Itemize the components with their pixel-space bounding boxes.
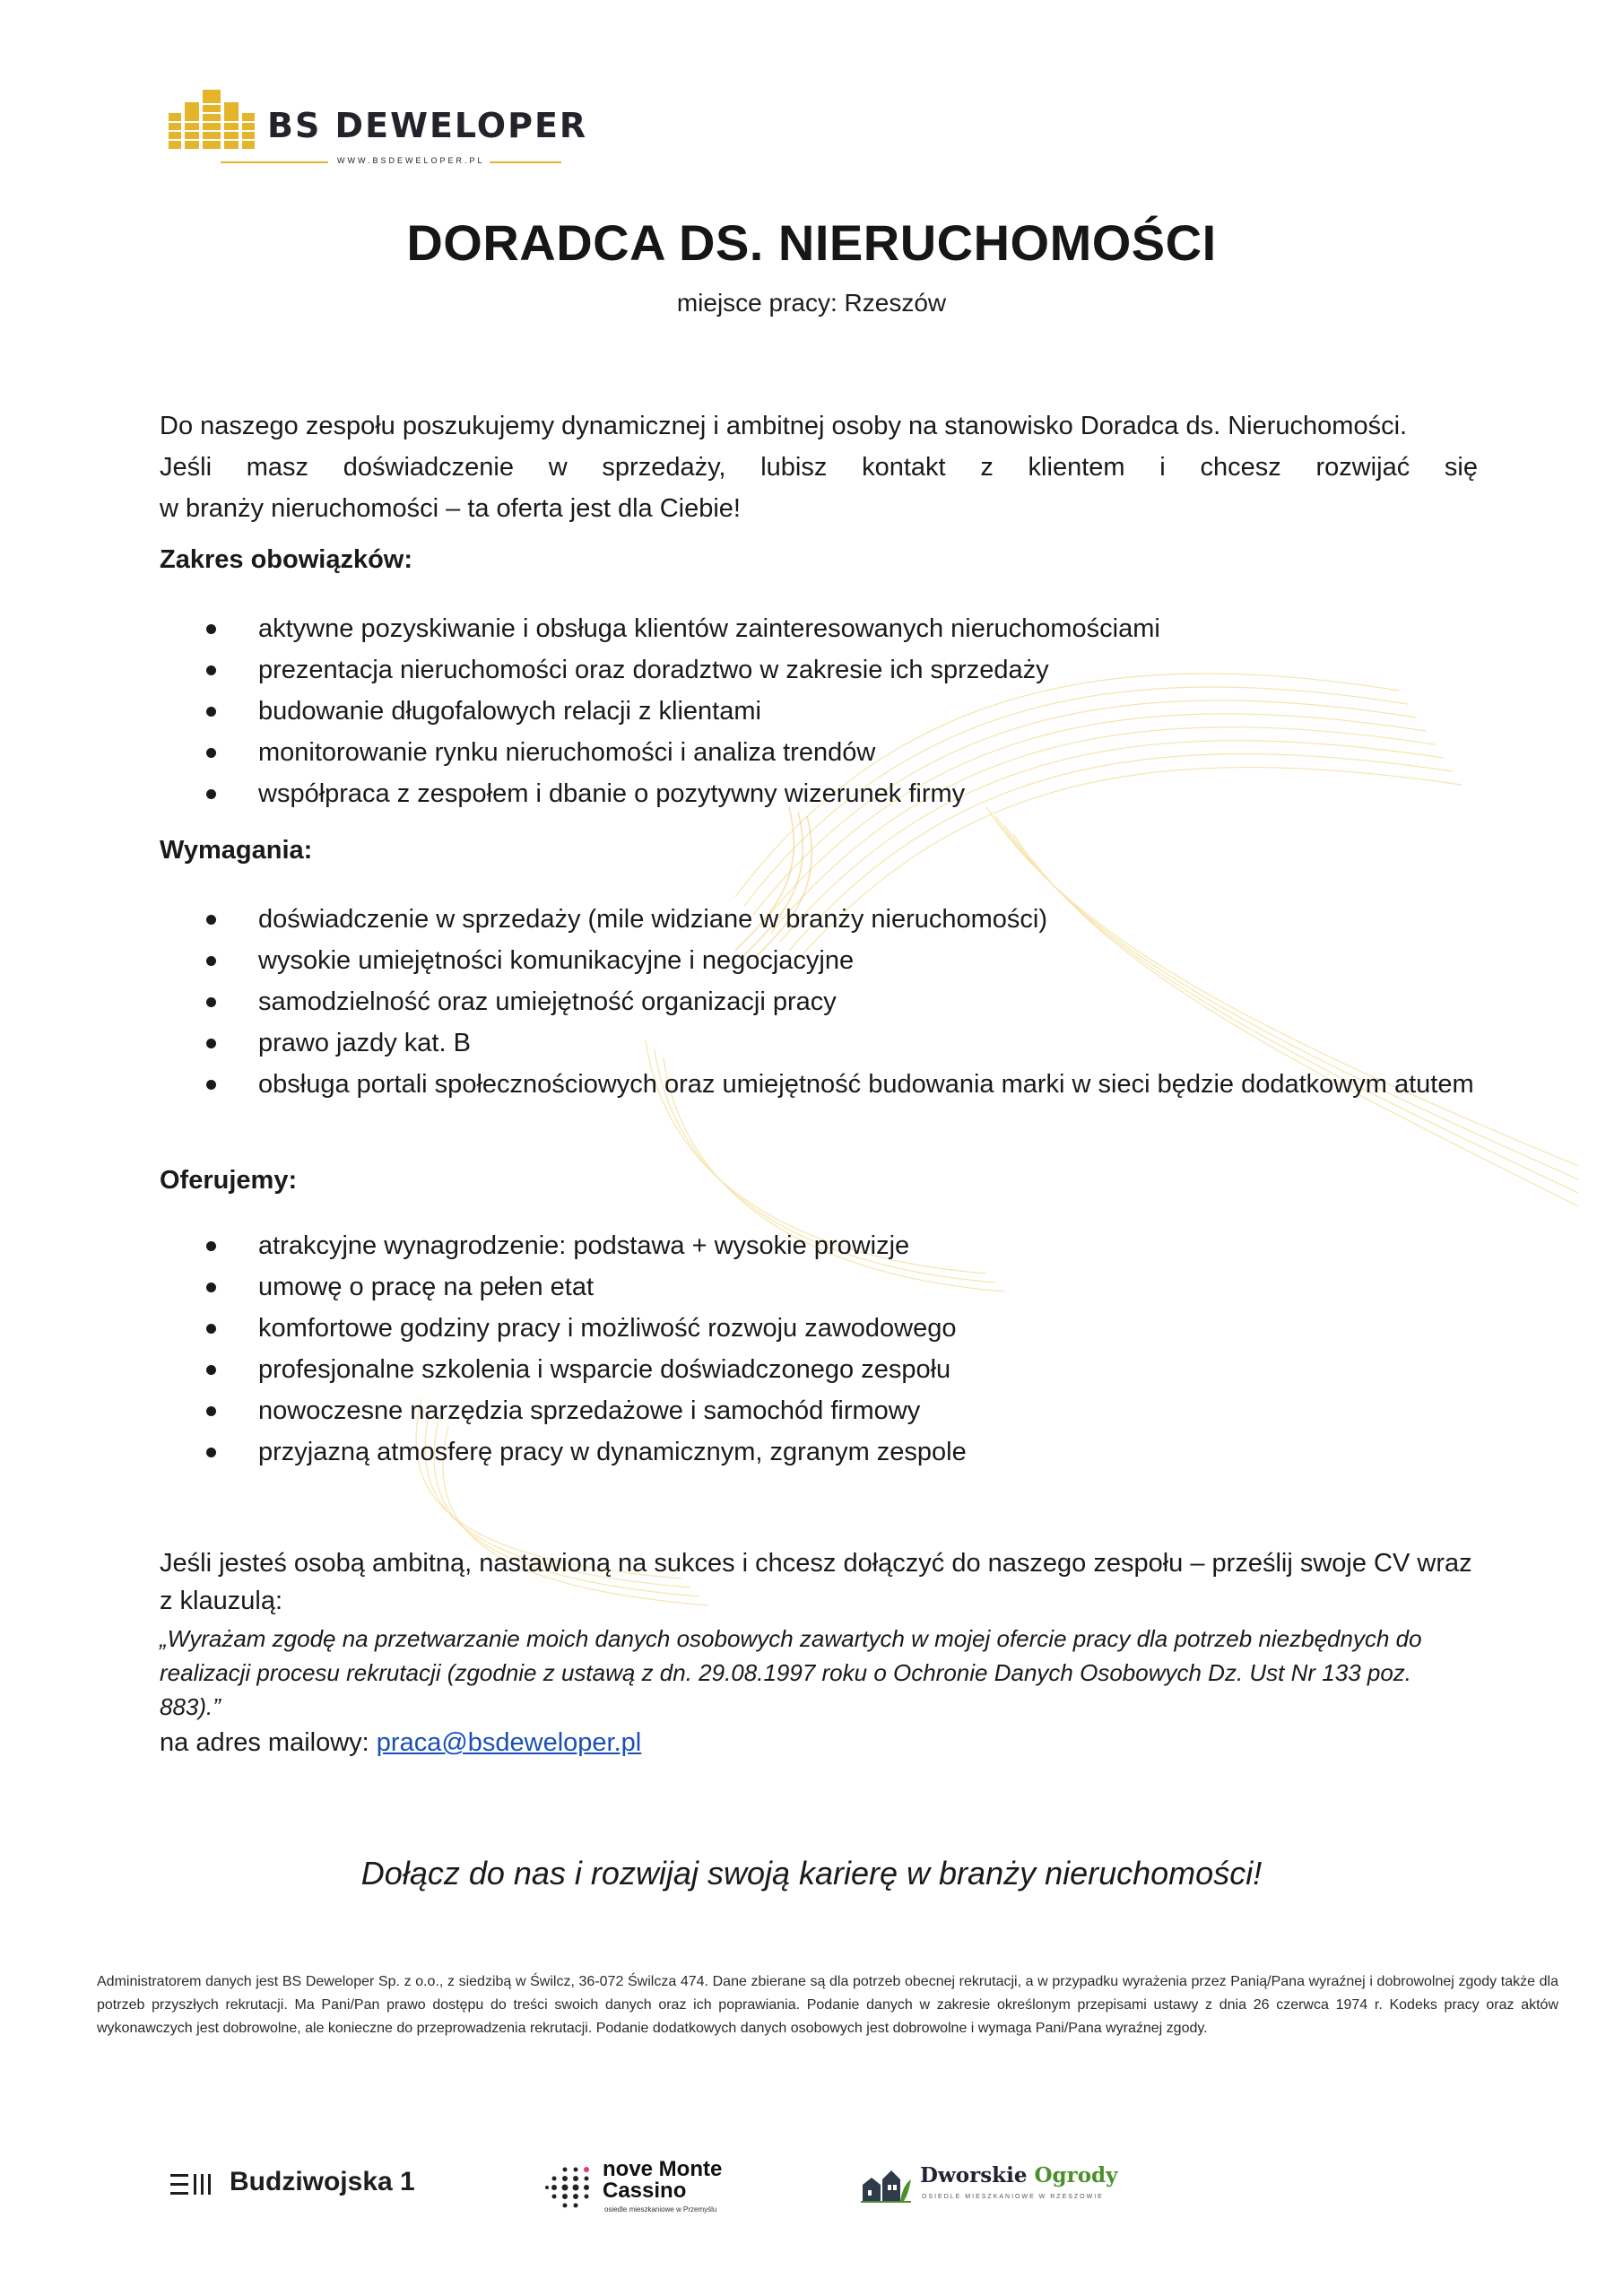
nove-monte-cassino-logo <box>542 2157 757 2220</box>
bullet-icon <box>206 1039 216 1048</box>
gdpr-notice: Administratorem danych jest BS Deweloper Sp. z o.o., z siedzibą w Świlcz, 36-072 Świlcza 474. Dane zbierane są dla potrzeb obecnej rekrutacji, a w przypadku wyrażenia przez Panią/Pana wyraźnej i dobrowolnej zgody także dla potrzeb przyszłych rekrutacji. Ma Pani/Pan prawo dostępu do treści swoich danych oraz ich poprawiania. Podanie danych w zakresie określonym przepisami ustawy z dnia 26 czerwca 1974 r. Kodeks pracy oraz aktów wykonawczych jest dobrowolne, ale konieczne do przeprowadzenia rekrutacji. Podanie dodatkowych danych osobowych jest dobrowolne i wymaga Pani/Pana wyraźnej zgody. <box>97 1974 1558 2036</box>
slogan: Dołącz do nas i rozwijaj swoją karierę w branży nieruchomości! <box>360 1855 1263 1892</box>
bullet-icon <box>206 1365 216 1375</box>
bullet-icon <box>206 1080 216 1090</box>
budziwojska-icon <box>170 2170 221 2199</box>
list-item: monitorowanie rynku nieruchomości i analiza trendów <box>160 732 1487 773</box>
bullet-icon <box>206 1406 216 1416</box>
list-item: doświadczenie w sprzedaży (mile widziane w branży nieruchomości) <box>160 899 1487 940</box>
logo-rule-left <box>221 161 328 163</box>
intro-line: Jeśli masz doświadczenie w sprzedaży, lubisz kontakt z klientem i chcesz rozwijać się <box>160 453 1478 482</box>
list-item: profesjonalne szkolenia i wsparcie doświadczonego zespołu <box>160 1349 1487 1390</box>
bullet-icon <box>206 1241 216 1251</box>
list-item: prawo jazdy kat. B <box>160 1022 1487 1064</box>
email-label: na adres mailowy: <box>160 1728 377 1757</box>
work-location: miejsce pracy: Rzeszów <box>676 289 947 317</box>
dots-grid-icon <box>542 2164 595 2209</box>
bullet-icon <box>206 748 216 758</box>
bullet-icon <box>206 665 216 675</box>
intro-line: w branży nieruchomości – ta oferta jest dla Ciebie! <box>160 494 741 523</box>
logo-rule-right <box>490 161 561 163</box>
company-logo <box>167 86 588 176</box>
list-item: atrakcyjne wynagrodzenie: podstawa + wysokie prowizje <box>160 1225 1487 1266</box>
bullet-icon <box>206 997 216 1007</box>
email-link[interactable]: praca@bsdeweloper.pl <box>376 1728 642 1757</box>
offer-heading: Oferujemy: <box>160 1166 298 1195</box>
nove-monte-cassino-tagline: osiedle mieszkaniowe w Przemyślu <box>604 2205 717 2213</box>
list-item: wysokie umiejętności komunikacyjne i negocjacyjne <box>160 940 1487 981</box>
consent-clause: „Wyrażam zgodę na przetwarzanie moich danych osobowych zawartych w mojej ofercie pracy dla potrzeb niezbędnych do realizacji procesu rekrutacji (zgodnie z ustawą z dn. 29.08.1997 roku o Ochronie Danych Osobowych Dz. Ust Nr 133 poz. 883).” <box>160 1625 1422 1720</box>
list-item: aktywne pozyskiwanie i obsługa klientów zainteresowanych nieruchomościami <box>160 608 1487 649</box>
duties-heading: Zakres obowiązków: <box>160 545 413 574</box>
list-item: komfortowe godziny pracy i możliwość rozwoju zawodowego <box>160 1308 1487 1349</box>
dworskie-ogrody-logo <box>859 2158 1118 2221</box>
list-item: nowoczesne narzędzia sprzedażowe i samochód firmowy <box>160 1390 1487 1431</box>
bullet-icon <box>206 915 216 925</box>
list-item: samodzielność oraz umiejętność organizacji pracy <box>160 981 1487 1022</box>
company-url: WWW.BSDEWELOPER.PL <box>337 156 485 165</box>
bullet-icon <box>206 707 216 717</box>
building-logo-icon <box>167 86 256 151</box>
budziwojska-name: Budziwojska 1 <box>230 2167 415 2196</box>
bullet-icon <box>206 1283 216 1292</box>
bullet-icon <box>206 1324 216 1334</box>
email-line <box>160 1724 641 1761</box>
page-title: DORADCA DS. NIERUCHOMOŚCI <box>406 214 1217 271</box>
list-item: prezentacja nieruchomości oraz doradztwo w zakresie ich sprzedaży <box>160 649 1487 691</box>
application-instructions: Jeśli jesteś osobą ambitną, nastawioną na sukces i chcesz dołączyć do naszego zespołu – prześlij swoje CV wraz z klauzulą: <box>160 1549 1472 1615</box>
dworskie-ogrody-tagline: OSIEDLE MIESZKANIOWE W RZESZOWIE <box>922 2194 1104 2200</box>
dworskie-ogrody-name: Dworskie Ogrody <box>920 2163 1118 2187</box>
requirements-list <box>160 899 1487 1105</box>
list-item: obsługa portali społecznościowych oraz umiejętność budowania marki w sieci będzie dodatkowym atutem <box>160 1064 1487 1105</box>
list-item: współpraca z zespołem i dbanie o pozytywny wizerunek firmy <box>160 773 1487 814</box>
intro-paragraph <box>160 405 1478 529</box>
bullet-icon <box>206 1448 216 1457</box>
company-name: BS DEWELOPER <box>267 106 588 145</box>
bullet-icon <box>206 956 216 966</box>
offer-list <box>160 1225 1487 1473</box>
list-item: przyjazną atmosferę pracy w dynamicznym, zgranym zespole <box>160 1431 1487 1473</box>
bullet-icon <box>206 789 216 799</box>
houses-icon <box>859 2165 913 2205</box>
list-item: umowę o pracę na pełen etat <box>160 1266 1487 1308</box>
intro-line: Do naszego zespołu poszukujemy dynamicznej i ambitnej osoby na stanowisko Doradca ds. Nieruchomości. <box>160 412 1408 440</box>
nove-monte-cassino-name: nove Monte Cassino <box>603 2157 723 2203</box>
duties-list <box>160 608 1487 814</box>
requirements-heading: Wymagania: <box>160 836 313 865</box>
bullet-icon <box>206 624 216 634</box>
list-item: budowanie długofalowych relacji z klientami <box>160 691 1487 732</box>
